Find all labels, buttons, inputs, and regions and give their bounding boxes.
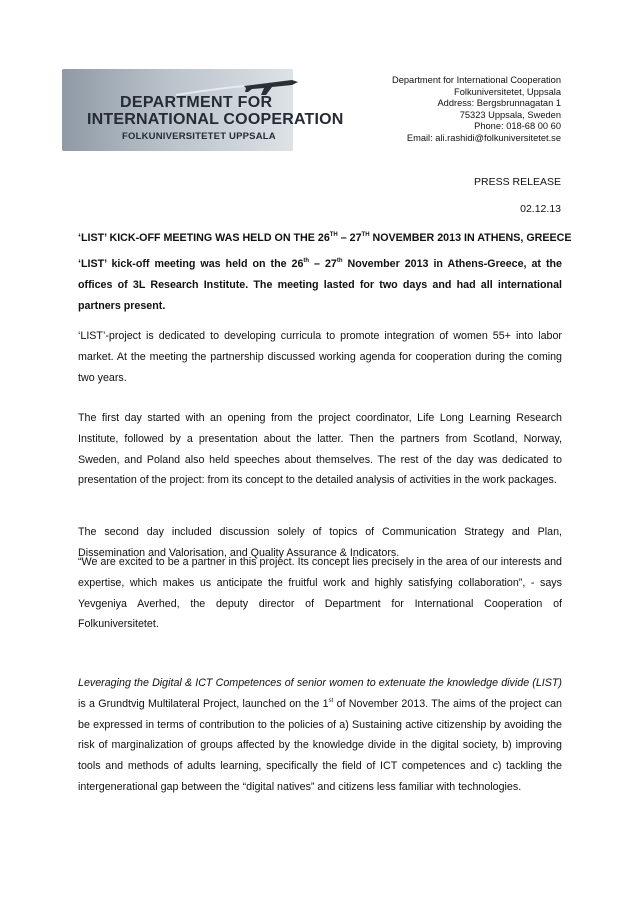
address-line: 75323 Uppsala, Sweden xyxy=(459,109,561,120)
logo-line-1: DEPARTMENT FOR xyxy=(120,94,273,111)
heading-sup: TH xyxy=(329,232,338,238)
logo-line-3: FOLKUNIVERSITETET UPPSALA xyxy=(122,131,276,142)
project-full-name: Leveraging the Digital & ICT Competences of senior women to extenuate the knowledge divide (LIST) xyxy=(78,677,562,689)
paragraph-project-description: ‘LIST’-project is dedicated to developing curricula to promote integration of women 55+ into labor market. At the meeting the partnership discussed working agenda for cooperation during the coming two years. xyxy=(78,330,562,384)
contact-address-block xyxy=(392,75,561,145)
press-release-label: PRESS RELEASE xyxy=(474,176,561,188)
text-part: – 27 xyxy=(309,258,337,270)
address-line: Department for International Cooperation xyxy=(392,75,561,85)
text-sup: st xyxy=(328,697,334,704)
heading-sup: TH xyxy=(361,232,370,238)
paragraph-second-day: The second day included discussion solely of topics of Communication Strategy and Plan, Dissemination and Valorisation, and Quality Assurance & Indicators. xyxy=(78,526,562,559)
release-date: 02.12.13 xyxy=(520,203,561,215)
text-part: ‘LIST’ kick-off meeting was held on the 26 xyxy=(78,258,304,270)
text-sup: th xyxy=(303,258,310,264)
page-title xyxy=(78,228,572,249)
text-part: November 2013 in Athens-Greece, at the offices of 3L Research Institute. The meeting lasted for two days and had all international partners present. xyxy=(78,258,562,312)
paragraph-first-day: The first day started with an opening from the project coordinator, Life Long Learning Research Institute, followed by a presentation about the latter. Then the partners from Scotland, Norway, Sweden, and Poland also held speeches about themselves. The rest of the day was dedicated to presentation of the project: from its concept to the detailed analysis of activities in the work packages. xyxy=(78,412,562,487)
paragraph-quote: “We are excited to be a partner in this project. Its concept lies precisely in the area of our interests and expertise, which makes us anticipate the fruitful work and highly satisfying collaboration”, - says Yevgeniya Averhed, the deputy director of Department for International Cooperation of Folkuniversitetet. xyxy=(78,556,562,631)
paragraph-project-aims xyxy=(78,673,562,798)
department-logo xyxy=(62,69,344,151)
address-line: Folkuniversitetet, Uppsala xyxy=(454,86,561,97)
logo-line-2: INTERNATIONAL COOPERATION xyxy=(87,111,344,128)
address-line: Email: ali.rashidi@folkuniversitetet.se xyxy=(406,132,561,143)
text-sup: th xyxy=(336,258,343,264)
address-line: Phone: 018-68 00 60 xyxy=(474,121,561,132)
text-part: is a Grundtvig Multilateral Project, launched on the 1 xyxy=(78,697,329,710)
text-part: of November 2013. The aims of the project can be expressed in terms of contribution to the policies of a) Sustaining active citizenship by avoiding the risk of marginalization of groups affected by the knowledge divide in the digital society, b) improving tools and methods of adults learning, specifically the field of ICT competences and c) tackling the intergenerational gap between the “digital natives” and citizens less familiar with technologies. xyxy=(78,697,562,793)
heading-part: – 27 xyxy=(337,232,362,244)
heading-part: ‘LIST’ KICK-OFF MEETING WAS HELD ON THE 26 xyxy=(78,232,330,244)
address-line: Address: Bergsbrunnagatan 1 xyxy=(437,98,561,109)
heading-part: NOVEMBER 2013 IN ATHENS, GREECE xyxy=(369,232,572,244)
lead-paragraph xyxy=(78,254,562,316)
